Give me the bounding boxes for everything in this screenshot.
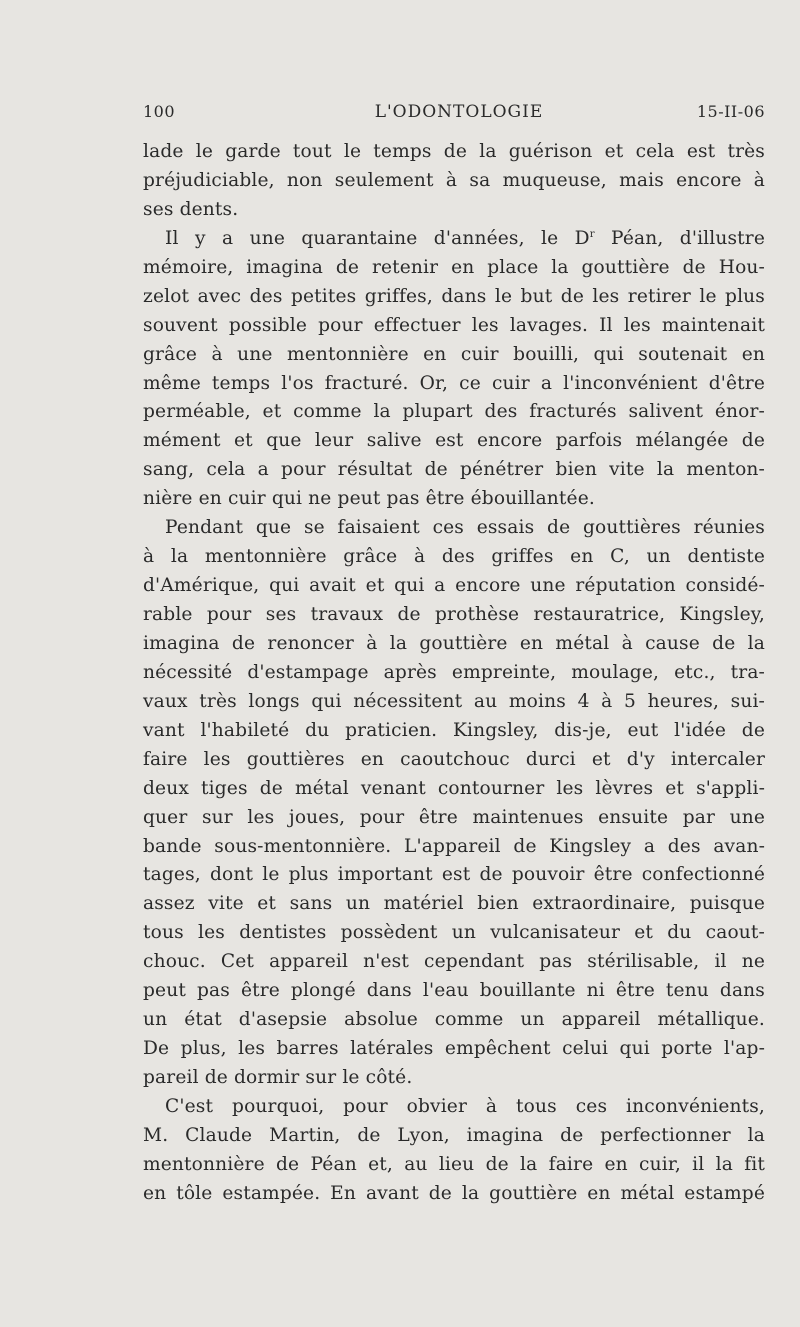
issue-date: 15-II-06 <box>696 102 765 121</box>
text-line: grâce à une mentonnière en cuir bouilli, qui soutenait en <box>143 343 765 365</box>
page-number: 100 <box>143 102 176 121</box>
text-segment: Péan, d'illustre <box>594 227 765 249</box>
text-line: mémoire, imagina de retenir en place la gouttière de Hou- <box>143 256 765 278</box>
running-header <box>143 102 765 130</box>
text-line: mentonnière de Péan et, au lieu de la faire en cuir, il la fit <box>143 1153 765 1175</box>
journal-title: L'ODONTOLOGIE <box>374 102 544 122</box>
text-line: De plus, les barres latérales empêchent celui qui porte l'ap- <box>143 1038 765 1060</box>
text-line: faire les gouttières en caoutchouc durci et d'y intercaler <box>143 748 765 770</box>
text-line: lade le garde tout le temps de la guérison et cela est très <box>143 141 765 162</box>
text-line: ses dents. <box>143 198 239 220</box>
text-line: peut pas être plongé dans l'eau bouillante ni être tenu dans <box>143 980 765 1002</box>
superscript: r <box>589 228 595 240</box>
page-body-text <box>143 138 765 1209</box>
text-line: pareil de dormir sur le côté. <box>143 1067 413 1088</box>
text-line <box>143 225 765 254</box>
text-line: souvent possible pour effectuer les lavages. Il les maintenait <box>143 314 765 336</box>
text-line: en tôle estampée. En avant de la gouttière en métal estampé <box>143 1182 765 1204</box>
text-line: même temps l'os fracturé. Or, ce cuir a l'inconvénient d'être <box>143 372 765 394</box>
text-line: imagina de renoncer à la gouttière en métal à cause de la <box>143 632 765 654</box>
text-line: chouc. Cet appareil n'est cependant pas stérilisable, il ne <box>143 951 765 973</box>
text-segment: Il y a une quarantaine d'années, le D <box>165 227 590 249</box>
text-line: nière en cuir qui ne peut pas être ébouillantée. <box>143 488 595 510</box>
text-line: assez vite et sans un matériel bien extraordinaire, puisque <box>143 893 765 915</box>
text-line: M. Claude Martin, de Lyon, imagina de perfectionner la <box>143 1124 765 1146</box>
text-line: C'est pourquoi, pour obvier à tous ces inconvénients, <box>165 1095 765 1117</box>
text-line: nécessité d'estampage après empreinte, moulage, etc., tra- <box>143 661 765 683</box>
text-line: sang, cela a pour résultat de pénétrer bien vite la menton- <box>143 459 765 481</box>
text-line: zelot avec des petites griffes, dans le but de les retirer le plus <box>143 285 765 307</box>
text-line: vant l'habileté du praticien. Kingsley, dis-je, eut l'idée de <box>143 719 765 741</box>
text-line: perméable, et comme la plupart des fracturés salivent énor- <box>143 401 765 423</box>
text-line: à la mentonnière grâce à des griffes en C, un dentiste <box>143 546 765 568</box>
text-line: rable pour ses travaux de prothèse restauratrice, Kingsley, <box>143 604 765 625</box>
text-line: tous les dentistes possèdent un vulcanisateur et du caout- <box>143 922 765 944</box>
text-line: deux tiges de métal venant contourner les lèvres et s'appli- <box>143 777 765 799</box>
text-line: d'Amérique, qui avait et qui a encore une réputation considé- <box>143 575 765 597</box>
text-line: quer sur les joues, pour être maintenues ensuite par une <box>143 806 765 828</box>
text-line: tages, dont le plus important est de pouvoir être confectionné <box>143 864 765 886</box>
text-line: vaux très longs qui nécessitent au moins 4 à 5 heures, sui- <box>143 690 765 712</box>
text-line: un état d'asepsie absolue comme un appareil métallique. <box>143 1009 765 1031</box>
text-line: Pendant que se faisaient ces essais de gouttières réunies <box>165 517 765 539</box>
text-line: mément et que leur salive est encore parfois mélangée de <box>143 430 765 452</box>
text-line: préjudiciable, non seulement à sa muqueuse, mais encore à <box>143 169 765 191</box>
text-line: bande sous-mentonnière. L'appareil de Kingsley a des avan- <box>143 835 765 857</box>
